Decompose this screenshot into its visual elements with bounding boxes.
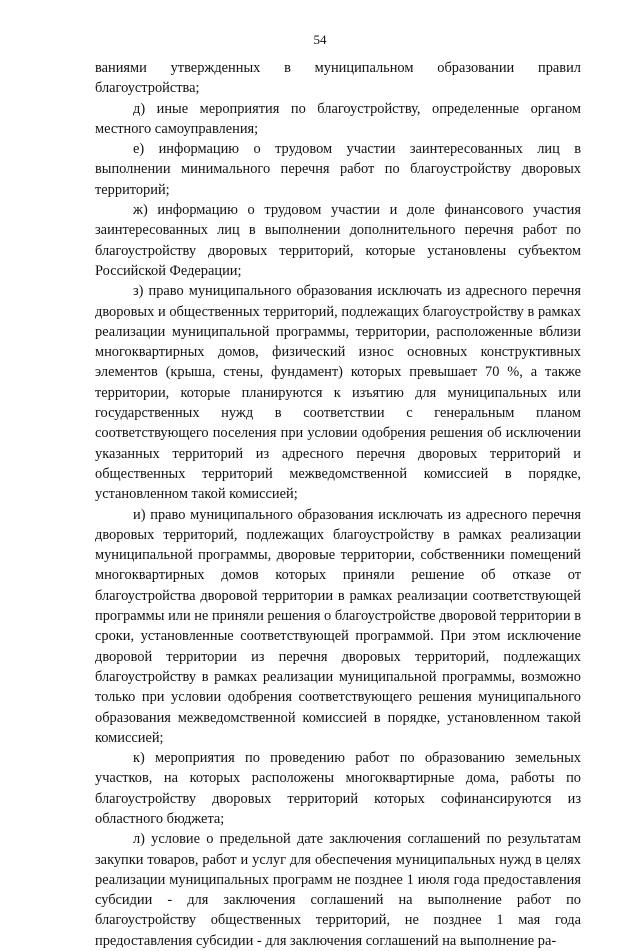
paragraph-continuation: ваниями утвержденных в муниципальном образовании правил благоустройства; bbox=[95, 60, 581, 97]
page-number: 54 bbox=[313, 32, 327, 47]
paragraph-item-d: д) иные мероприятия по благоустройству, определенные органом местного самоуправления; bbox=[95, 100, 581, 137]
paragraph-item-e: е) информацию о трудовом участии заинтересованных лиц в выполнении минимального перечня работ по благоустройству дворовых территорий; bbox=[95, 141, 581, 198]
paragraph-item-z: з) право муниципального образования исключать из адресного перечня дворовых и общественных территорий, подлежащих благоустройству в рамках реализации муниципальной программы, территории, расположенные вблизи многоквартирных домов, физический износ основных конструктивных элементов (крыша, стены, фундамент) которых превышает 70 %, а также территории, которые планируются к изъятию для муниципальных или государственных нужд в соответствии с генеральным планом соответствующего поселения при условии одобрения решения об исключении указанных территорий из адресного перечня дворовых территорий и общественных территорий межведомственной комиссией в порядке, установленном такой комиссией; bbox=[95, 283, 581, 503]
paragraph-item-zh: ж) информацию о трудовом участии и доле финансового участия заинтересованных лиц в выполнении дополнительного перечня работ по благоустройству дворовых территорий, которые установлены субъектом Российской Федерации; bbox=[95, 202, 581, 279]
document-body bbox=[95, 58, 581, 951]
paragraph-item-l: л) условие о предельной дате заключения соглашений по результатам закупки товаров, работ и услуг для обеспечения муниципальных нужд в целях реализации муниципальных программ не позднее 1 июля года предоставления субсидии - для заключения соглашений на выполнение работ по благоустройству общественных территорий, не позднее 1 мая года предоставления субсидии - для заключения соглашений на выполнение ра- bbox=[95, 831, 581, 949]
paragraph-item-k: к) мероприятия по проведению работ по образованию земельных участков, на которых расположены многоквартирные дома, работы по благоустройству дворовых территорий которых софинансируются из областного бюджета; bbox=[95, 750, 581, 827]
paragraph-item-i: и) право муниципального образования исключать из адресного перечня дворовых территорий, подлежащих благоустройству в рамках реализации муниципальной программы, дворовые территории, собственники помещений многоквартирных домов которых приняли решение об отказе от благоустройства дворовой территории в рамках реализации соответствующей программы или не приняли решения о благоустройстве дворовой территории в сроки, установленные соответствующей программой. При этом исключение дворовой территории из перечня дворовых территорий, подлежащих благоустройству в рамках реализации муниципальной программы, возможно только при условии одобрения соответствующего решения муниципального образования межведомственной комиссией в порядке, установленном такой комиссией; bbox=[95, 506, 581, 746]
